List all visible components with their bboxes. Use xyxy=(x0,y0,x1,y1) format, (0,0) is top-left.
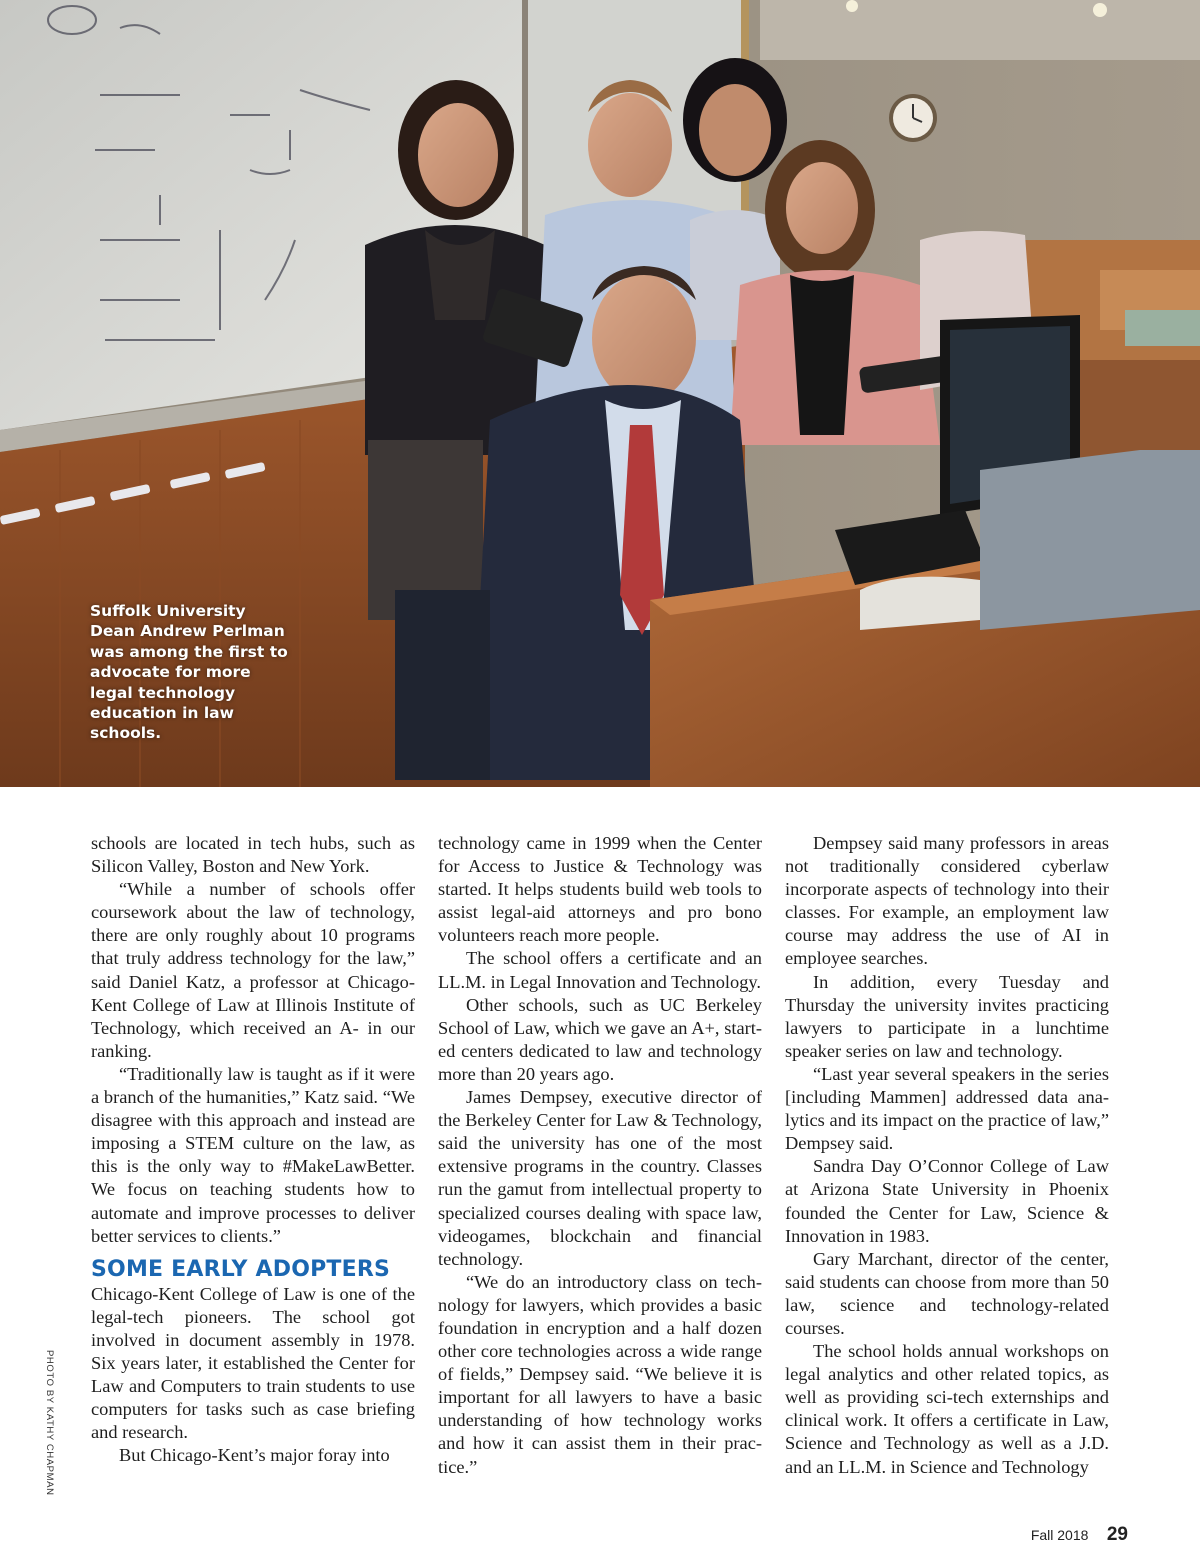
paragraph: “Last year several speakers in the series [including Mammen] addressed data analytics and its impact on the practice of law,” Dempsey said. xyxy=(785,1063,1109,1154)
article-column-2 xyxy=(438,832,762,1479)
paragraph: “We do an introductory class on technology for lawyers, which provides a basic foundation in encryption and a half dozen other core technologies across a wide range of fields,” Dempsey said. “We believe it is important for all lawyers to have a basic understanding of how technology works and how it can assist them in their practice.” xyxy=(438,1271,762,1477)
photo-caption: Suffolk University Dean Andrew Perlman was among the first to advocate for more legal technology education in law schools. xyxy=(90,602,288,743)
paragraph: Dempsey said many professors in areas not traditionally considered cyberlaw incorporate aspects of technology into their classes. For example, an employment law course may address the use of AI in employee searches. xyxy=(785,833,1109,969)
page-number: 29 xyxy=(1106,1524,1128,1545)
paragraph: “Traditionally law is taught as if it were a branch of the humanities,” Katz said. “We disagree with this approach and instead are imposing a STEM culture on the law, as this is the only way to #MakeLawBetter. We focus on teaching students how to automate and improve processes to deliver better services to clients.” xyxy=(91,1063,415,1246)
paragraph: But Chicago-Kent’s major foray into xyxy=(119,1445,390,1466)
page-footer xyxy=(1031,1524,1128,1546)
paragraph: The school offers a certificate and an LL.M. in Legal Innovation and Technology. xyxy=(438,948,762,992)
paragraph: schools are located in tech hubs, such as Silicon Valley, Boston and New York. xyxy=(91,833,415,877)
paragraph: Sandra Day O’Connor College of Law at Arizona State University in Phoenix founded the Center for Law, Science & Innovation in 1983. xyxy=(785,1156,1109,1246)
issue-label: Fall 2018 xyxy=(1030,1527,1089,1543)
article-column-3 xyxy=(785,832,1109,1479)
paragraph: The school holds annual workshops on legal analytics and other related topics, as well as providing sci-tech externships and clinical work. It offers a certificate in Law, Science and Technology as well as a J.D. and an LL.M. in Science and Technology xyxy=(785,1341,1109,1477)
paragraph: Gary Marchant, director of the center, said students can choose from more than 50 law, science and technology-related courses. xyxy=(785,1248,1109,1338)
paragraph: James Dempsey, executive director of the Berkeley Center for Law & Technology, said the university has one of the most extensive programs in the country. Classes run the gamut from intellectual property to specialized courses dealing with space law, videogames, blockchain and financial technology. xyxy=(438,1087,762,1269)
paragraph: In addition, every Tuesday and Thursday the university invites practicing lawyers to participate in a lunchtime speaker series on law and technology. xyxy=(785,971,1109,1061)
paragraph: “While a number of schools offer coursework about the law of technology, there are only roughly about 10 programs that truly address technology for the law,” said Daniel Katz, a professor at Chicago-Kent College of Law at Illinois Institute of Technology, which received an A- in our ranking. xyxy=(91,879,415,1061)
paragraph: Other schools, such as UC Berkeley School of Law, which we gave an A+, started centers dedicated to law and technology more than 20 years ago. xyxy=(438,994,762,1084)
paragraph: Chicago-Kent College of Law is one of the legal-tech pioneers. The school got involved in document assembly in 1978. Six years later, it established the Center for Law and Computers to train students to use computers for tasks such as case briefing and research. xyxy=(91,1283,415,1443)
photo-credit: PHOTO BY KATHY CHAPMAN xyxy=(44,1350,55,1496)
section-heading: SOME EARLY ADOPTERS xyxy=(91,1256,391,1282)
article-column-1 xyxy=(91,832,415,1467)
paragraph: technology came in 1999 when the Center for Access to Justice & Technology was started. It helps students build web tools to assist legal-aid attorneys and pro bono volunteers reach more people. xyxy=(438,833,762,946)
